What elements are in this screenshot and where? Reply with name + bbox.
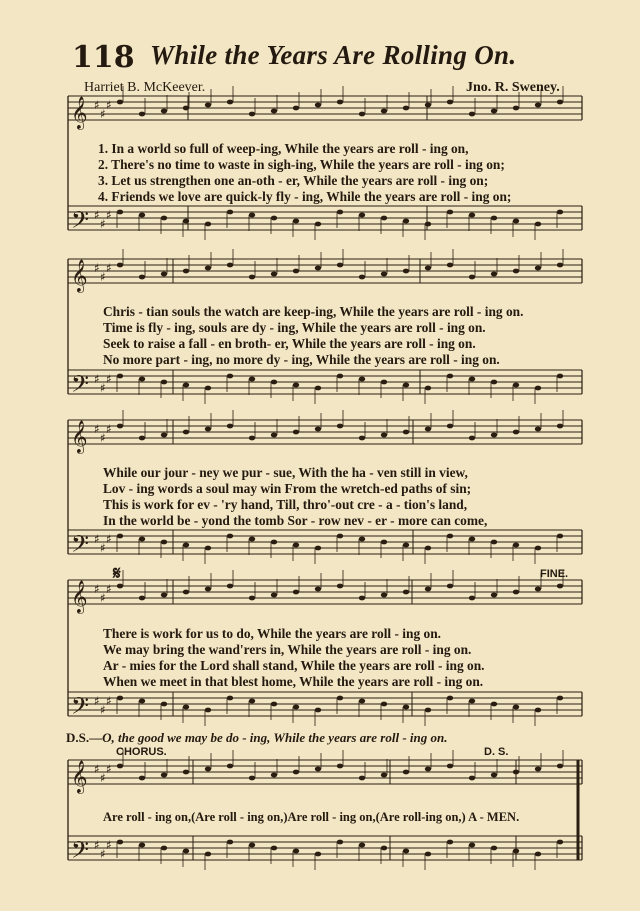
note-head — [337, 534, 343, 539]
note-head — [381, 380, 387, 385]
note-head — [447, 424, 453, 429]
note-head — [403, 106, 409, 111]
note-head — [205, 427, 211, 432]
note-head — [469, 843, 475, 848]
treble-clef-icon: 𝄞 — [71, 259, 88, 292]
note-head — [425, 852, 431, 857]
note-head — [183, 590, 189, 595]
note-head — [117, 210, 123, 215]
note-head — [557, 100, 563, 105]
note-head — [557, 584, 563, 589]
note-head — [535, 103, 541, 108]
note-head — [183, 849, 189, 854]
verse-1-line-4: There is work for us to do, While the years are roll - ing on. — [103, 626, 441, 641]
note-head — [315, 222, 321, 227]
note-head — [293, 383, 299, 388]
note-head — [491, 773, 497, 778]
note-head — [359, 377, 365, 382]
segno-sign: 𝄋 — [113, 563, 121, 583]
note-head — [513, 705, 519, 710]
note-head — [513, 770, 519, 775]
verse-4-line-3: In the world be - yond the tomb Sor - row nev - er - more can come, — [103, 513, 488, 528]
note-head — [161, 272, 167, 277]
note-head — [315, 767, 321, 772]
sharp-icon: ♯ — [94, 838, 100, 852]
note-head — [205, 587, 211, 592]
note-head — [557, 424, 563, 429]
note-head — [469, 112, 475, 117]
verse-2-line-2: Time is fly - ing, souls are dy - ing, While the years are roll - ing on. — [103, 320, 486, 335]
note-head — [447, 263, 453, 268]
note-head — [557, 374, 563, 379]
note-head — [271, 540, 277, 545]
note-head — [249, 275, 255, 280]
note-head — [315, 852, 321, 857]
note-head — [491, 216, 497, 221]
sharp-icon: ♯ — [94, 261, 100, 275]
note-head — [425, 222, 431, 227]
author-credit: Harriet B. McKeever. — [84, 80, 206, 95]
ds-instruction — [66, 730, 447, 746]
note-head — [161, 702, 167, 707]
sharp-icon: ♯ — [100, 431, 106, 445]
note-head — [315, 427, 321, 432]
note-head — [491, 540, 497, 545]
note-head — [117, 424, 123, 429]
note-head — [117, 534, 123, 539]
note-head — [139, 377, 145, 382]
note-head — [403, 590, 409, 595]
note-head — [359, 436, 365, 441]
note-head — [381, 272, 387, 277]
note-head — [337, 696, 343, 701]
note-head — [337, 584, 343, 589]
note-head — [337, 210, 343, 215]
note-head — [139, 213, 145, 218]
verse-4-line-2: No more part - ing, no more dy - ing, While the years are roll - ing on. — [103, 352, 500, 367]
note-head — [359, 213, 365, 218]
note-head — [271, 109, 277, 114]
note-head — [249, 213, 255, 218]
note-head — [271, 272, 277, 277]
note-head — [337, 764, 343, 769]
note-head — [293, 543, 299, 548]
note-head — [161, 593, 167, 598]
note-head — [491, 109, 497, 114]
note-head — [469, 537, 475, 542]
sharp-icon: ♯ — [106, 372, 112, 386]
sharp-icon: ♯ — [94, 762, 100, 776]
treble-clef-icon: 𝄞 — [71, 580, 88, 613]
note-head — [117, 840, 123, 845]
ds-marker: D. S. — [484, 746, 509, 758]
ds-prefix: D.S.— — [66, 730, 103, 745]
note-head — [139, 112, 145, 117]
sharp-icon: ♯ — [100, 591, 106, 605]
note-head — [161, 109, 167, 114]
note-head — [447, 764, 453, 769]
note-head — [359, 699, 365, 704]
note-head — [381, 540, 387, 545]
note-head — [447, 374, 453, 379]
note-head — [359, 596, 365, 601]
note-head — [183, 269, 189, 274]
note-head — [447, 696, 453, 701]
sharp-icon: ♯ — [100, 217, 106, 231]
note-head — [227, 100, 233, 105]
note-head — [227, 584, 233, 589]
note-head — [469, 377, 475, 382]
note-head — [513, 849, 519, 854]
note-head — [293, 849, 299, 854]
note-head — [117, 584, 123, 589]
sharp-icon: ♯ — [106, 208, 112, 222]
note-head — [381, 216, 387, 221]
verse-2-line-3: Lov - ing words a soul may win From the wretch-ed paths of sin; — [103, 481, 472, 496]
note-head — [271, 433, 277, 438]
note-head — [139, 537, 145, 542]
note-head — [425, 546, 431, 551]
note-head — [513, 543, 519, 548]
note-head — [205, 546, 211, 551]
note-head — [293, 219, 299, 224]
verse-4-line-4: When we meet in that blest home, While the years are roll - ing on. — [103, 674, 484, 689]
ds-text: O, the good we may be do - ing, While the years are roll - ing on. — [102, 730, 448, 745]
note-head — [535, 587, 541, 592]
note-head — [447, 100, 453, 105]
note-head — [491, 846, 497, 851]
chorus-lyrics: Are roll - ing on,(Are roll - ing on,)Are roll - ing on,(Are roll-ing on,) A - MEN. — [103, 810, 520, 824]
sharp-icon: ♯ — [100, 703, 106, 717]
note-head — [161, 380, 167, 385]
verse-3-line-3: This is work for ev - 'ry hand, Till, thro'-out cre - a - tion's land, — [103, 497, 468, 512]
note-head — [359, 112, 365, 117]
note-head — [249, 436, 255, 441]
note-head — [183, 219, 189, 224]
note-head — [161, 433, 167, 438]
note-head — [139, 776, 145, 781]
note-head — [315, 546, 321, 551]
note-head — [425, 266, 431, 271]
note-head — [249, 112, 255, 117]
bass-clef-icon: 𝄢 — [71, 206, 90, 239]
sharp-icon: ♯ — [94, 98, 100, 112]
note-head — [425, 587, 431, 592]
note-head — [535, 708, 541, 713]
note-head — [337, 374, 343, 379]
note-head — [491, 272, 497, 277]
note-head — [205, 266, 211, 271]
note-head — [249, 843, 255, 848]
note-head — [293, 106, 299, 111]
treble-clef-icon: 𝄞 — [71, 96, 88, 129]
hymn-title: While the Years Are Rolling On. — [150, 40, 517, 70]
sharp-icon: ♯ — [106, 694, 112, 708]
fine-marker: FINE. — [540, 568, 569, 580]
note-head — [469, 275, 475, 280]
note-head — [183, 106, 189, 111]
note-head — [205, 708, 211, 713]
note-head — [535, 852, 541, 857]
note-head — [513, 219, 519, 224]
note-head — [293, 705, 299, 710]
note-head — [381, 773, 387, 778]
note-head — [491, 702, 497, 707]
note-head — [205, 767, 211, 772]
note-head — [513, 106, 519, 111]
note-head — [425, 427, 431, 432]
note-head — [469, 776, 475, 781]
sharp-icon: ♯ — [106, 422, 112, 436]
note-head — [117, 764, 123, 769]
note-head — [183, 383, 189, 388]
note-head — [249, 596, 255, 601]
sharp-icon: ♯ — [94, 582, 100, 596]
note-head — [447, 210, 453, 215]
note-head — [315, 103, 321, 108]
note-head — [117, 100, 123, 105]
note-head — [293, 770, 299, 775]
note-head — [381, 593, 387, 598]
sharp-icon: ♯ — [100, 541, 106, 555]
note-head — [337, 263, 343, 268]
note-head — [359, 776, 365, 781]
bass-clef-icon: 𝄢 — [71, 530, 90, 563]
note-head — [469, 213, 475, 218]
note-head — [557, 840, 563, 845]
note-head — [403, 705, 409, 710]
note-head — [139, 436, 145, 441]
note-head — [403, 430, 409, 435]
note-head — [557, 534, 563, 539]
sharp-icon: ♯ — [94, 372, 100, 386]
note-head — [491, 593, 497, 598]
note-head — [425, 708, 431, 713]
note-head — [425, 767, 431, 772]
note-head — [139, 843, 145, 848]
note-head — [557, 210, 563, 215]
note-head — [161, 540, 167, 545]
note-head — [183, 705, 189, 710]
note-head — [161, 773, 167, 778]
note-head — [535, 386, 541, 391]
note-head — [337, 424, 343, 429]
note-head — [513, 383, 519, 388]
note-head — [381, 702, 387, 707]
composer-credit: Jno. R. Sweney. — [466, 80, 560, 95]
sharp-icon: ♯ — [106, 261, 112, 275]
note-head — [117, 263, 123, 268]
note-head — [315, 386, 321, 391]
note-head — [117, 696, 123, 701]
sharp-icon: ♯ — [94, 532, 100, 546]
note-head — [249, 537, 255, 542]
sharp-icon: ♯ — [106, 532, 112, 546]
note-head — [491, 433, 497, 438]
note-head — [271, 773, 277, 778]
note-head — [557, 263, 563, 268]
note-head — [293, 590, 299, 595]
bass-clef-icon: 𝄢 — [71, 370, 90, 403]
note-head — [359, 537, 365, 542]
verse-2-line-4: We may bring the wand'rers in, While the years are roll - ing on. — [103, 642, 472, 657]
note-head — [227, 210, 233, 215]
sharp-icon: ♯ — [106, 98, 112, 112]
sharp-icon: ♯ — [100, 270, 106, 284]
sharp-icon: ♯ — [100, 847, 106, 861]
note-head — [513, 269, 519, 274]
note-head — [557, 696, 563, 701]
note-head — [205, 222, 211, 227]
note-head — [469, 436, 475, 441]
bass-clef-icon: 𝄢 — [71, 692, 90, 725]
treble-clef-icon: 𝄞 — [71, 760, 88, 793]
note-head — [513, 590, 519, 595]
note-head — [271, 380, 277, 385]
verse-3-line-1: 3. Let us strengthen one an-oth - er, While the years are roll - ing on; — [98, 173, 489, 188]
note-head — [227, 424, 233, 429]
note-head — [403, 849, 409, 854]
note-head — [117, 374, 123, 379]
note-head — [271, 702, 277, 707]
note-head — [513, 430, 519, 435]
note-head — [337, 100, 343, 105]
note-head — [205, 386, 211, 391]
note-head — [337, 840, 343, 845]
note-head — [315, 708, 321, 713]
verse-2-line-1: 2. There's no time to waste in sigh-ing, While the years are roll - ing on; — [98, 157, 505, 172]
note-head — [227, 374, 233, 379]
note-head — [249, 377, 255, 382]
sharp-icon: ♯ — [100, 381, 106, 395]
sharp-icon: ♯ — [94, 422, 100, 436]
note-head — [425, 103, 431, 108]
note-head — [447, 584, 453, 589]
treble-clef-icon: 𝄞 — [71, 420, 88, 453]
note-head — [491, 380, 497, 385]
sharp-icon: ♯ — [106, 838, 112, 852]
note-head — [403, 269, 409, 274]
sharp-icon: ♯ — [106, 582, 112, 596]
sharp-icon: ♯ — [100, 771, 106, 785]
note-head — [447, 534, 453, 539]
note-head — [535, 546, 541, 551]
note-head — [271, 593, 277, 598]
note-head — [227, 696, 233, 701]
sharp-icon: ♯ — [94, 694, 100, 708]
note-head — [183, 430, 189, 435]
sharp-icon: ♯ — [100, 107, 106, 121]
note-head — [381, 846, 387, 851]
note-head — [381, 109, 387, 114]
note-head — [447, 840, 453, 845]
note-head — [535, 222, 541, 227]
bass-clef-icon: 𝄢 — [71, 836, 90, 869]
sharp-icon: ♯ — [106, 762, 112, 776]
note-head — [359, 275, 365, 280]
note-head — [161, 846, 167, 851]
note-head — [535, 767, 541, 772]
note-head — [403, 543, 409, 548]
note-head — [139, 275, 145, 280]
note-head — [205, 852, 211, 857]
note-head — [403, 219, 409, 224]
verse-3-line-4: Ar - mies for the Lord shall stand, While the years are roll - ing on. — [103, 658, 485, 673]
note-head — [469, 596, 475, 601]
note-head — [249, 776, 255, 781]
note-head — [469, 699, 475, 704]
verse-1-line-2: Chris - tian souls the watch are keep-ing, While the years are roll - ing on. — [103, 304, 524, 319]
note-head — [557, 764, 563, 769]
note-head — [227, 840, 233, 845]
note-head — [161, 216, 167, 221]
chorus-marker: CHORUS. — [116, 746, 167, 758]
note-head — [183, 770, 189, 775]
note-head — [293, 430, 299, 435]
note-head — [315, 266, 321, 271]
note-head — [359, 843, 365, 848]
note-head — [139, 596, 145, 601]
note-head — [205, 103, 211, 108]
note-head — [425, 386, 431, 391]
verse-4-line-1: 4. Friends we love are quick-ly fly - ing, While the years are roll - ing on; — [98, 189, 512, 204]
verse-1-line-1: 1. In a world so full of weep-ing, While the years are roll - ing on, — [98, 141, 469, 156]
note-head — [227, 534, 233, 539]
note-head — [139, 699, 145, 704]
note-head — [249, 699, 255, 704]
note-head — [227, 263, 233, 268]
note-head — [403, 770, 409, 775]
note-head — [381, 433, 387, 438]
note-head — [315, 587, 321, 592]
note-head — [271, 846, 277, 851]
note-head — [403, 383, 409, 388]
note-head — [293, 269, 299, 274]
note-head — [183, 543, 189, 548]
note-head — [535, 266, 541, 271]
hymn-number: 118 — [72, 40, 135, 75]
note-head — [227, 764, 233, 769]
note-head — [271, 216, 277, 221]
verse-1-line-3: While our jour - ney we pur - sue, With the ha - ven still in view, — [103, 465, 468, 480]
verse-3-line-2: Seek to raise a fall - en broth- er, While the years are roll - ing on. — [103, 336, 476, 351]
note-head — [535, 427, 541, 432]
sharp-icon: ♯ — [94, 208, 100, 222]
